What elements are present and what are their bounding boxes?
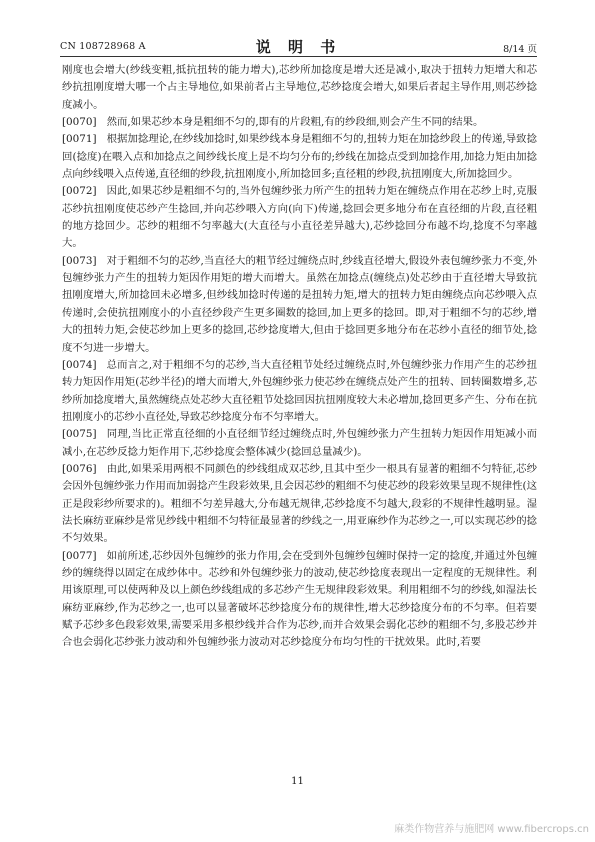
paragraph-number: [0076] — [62, 462, 97, 475]
paragraph — [62, 253, 537, 357]
paragraph-text: 总而言之,对于粗细不匀的芯纱,当大直径粗节处经过缠绕点时,外包缠纱张力作用产生的芯纱扭转力矩因作用矩(芯纱半径)的增大而增大,外包缠纱张力使芯纱在缠绕点处产生的扭转、回转圈数增多,芯纱所加捻度增大,虽然缠绕点处芯纱大直径粗节处捻回因抗扭刚度较大未必增加,捻回更多产生、分布在抗扭刚度小的芯纱小直径处,导致芯纱捻度分布不匀率增大。 — [62, 358, 537, 423]
paragraph-text: 对于粗细不匀的芯纱,当直径大的粗节经过缠绕点时,纱线直径增大,假设外表包缠纱张力不变,外包缠纱张力产生的扭转力矩因作用矩的增大而增大。虽然在加捻点(缠绕点)处芯纱由于直径增大导致抗扭刚度增大,所加捻回未必增多,但纱线加捻时传递的是扭转力矩,增大的扭转力矩由缠绕点向芯纱喂入点传递时,会使抗扭刚度小的小直径纱段产生更多圈数的捻回,加上更多的捻回。即,对于粗细不匀的芯纱,增大的扭转力矩,会使芯纱加上更多的捻回,芯纱捻度增大,但由于捻回更多地分布在芯纱小直径的细节处,捻度不匀进一步增大。 — [62, 254, 537, 354]
paragraph — [62, 183, 537, 252]
paragraph-text: 由此,如果采用两根不同颜色的纱线组成双芯纱,且其中至少一根具有显著的粗细不匀特征,芯纱会因外包缠纱张力作用而加弱捻产生段彩效果,且会因芯纱的粗细不匀使芯纱的段彩效果呈现不规律性(这正是段彩纱所要求的)。粗细不匀差异越大,分布越无规律,芯纱捻度不匀越大,段彩的不规律性越明显。湿法长麻纺亚麻纱是常见纱线中粗细不匀特征最显著的纱线之一,用亚麻纱作为芯纱之一,可以实现芯纱的捻不匀效果。 — [62, 462, 537, 545]
paragraph-text: 根据加捻理论,在纱线加捻时,如果纱线本身是粗细不匀的,扭转力矩在加捻纱段上的传递,导致捻回(捻度)在喂入点和加捻点之间纱线长度上是不均匀分布的;纱线在加捻点受到加捻作用,加捻力矩由加捻点向纱线喂入点传递,直径细的纱段,抗扭刚度小,所加捻回多;直径粗的纱段,抗扭刚度大,所加捻回少。 — [62, 133, 537, 181]
paragraph — [62, 548, 537, 652]
page-header — [60, 36, 537, 57]
paragraph-number: [0074] — [62, 358, 97, 371]
document-number: CN 108728968 A — [60, 41, 146, 52]
paragraph-continued — [62, 62, 537, 114]
paragraph-number: [0077] — [62, 549, 97, 562]
body-text — [62, 62, 537, 652]
paragraph — [62, 357, 537, 426]
paragraph-number: [0070] — [62, 116, 97, 129]
paragraph-text: 如前所述,芯纱因外包缠纱的张力作用,会在受到外包缠纱包缠时保持一定的捻度,并通过外包缠纱的缠绕得以固定在成纱体中。芯纱和外包缠纱张力的波动,使芯纱捻度表现出一定程度的无规律性。利用该原理,可以使两种及以上颜色纱线组成的多芯纱产生无规律段彩效果。利用粗细不匀的纱线,如湿法长麻纺亚麻纱,作为芯纱之一,也可以显著破坏芯纱捻度分布的规律性,增大芯纱捻度分布的不匀率。但若要赋予芯纱多色段彩效果,需要采用多根纱线并合作为芯纱,而并合效果会弱化芯纱的粗细不匀,多股芯纱并合也会弱化芯纱张力波动和外包缠纱张力波动对芯纱捻度分布均匀性的干扰效果。此时,若要 — [62, 549, 537, 649]
paragraph-number: [0071] — [62, 133, 97, 146]
paragraph-text: 刚度也会增大(纱线变粗,抵抗扭转的能力增大),芯纱所加捻度是增大还是减小,取决于扭转力矩增大和芯纱抗扭刚度增大哪一个占主导地位,如果前者占主导地位,芯纱捻度会增大,如果后者起主导作用,则芯纱捻度减小。 — [62, 64, 537, 111]
paragraph-number: [0072] — [62, 185, 97, 198]
paragraph — [62, 131, 537, 183]
paragraph — [62, 426, 537, 461]
paragraph-number: [0075] — [62, 428, 97, 441]
paragraph-text: 然而,如果芯纱本身是粗细不匀的,即有的片段粗,有的纱段细,则会产生不同的结果。 — [106, 116, 484, 129]
paragraph-text: 因此,如果芯纱是粗细不匀的,当外包缠纱张力所产生的扭转力矩在缠绕点作用在芯纱上时,克服芯纱抗扭刚度使芯纱产生捻回,并向芯纱喂入方向(向下)传递,捻回会更多地分布在直径细的片段,直径粗的地方捻回少。芯纱的粗细不匀率越大(大直径与小直径差异越大),芯纱捻回分布越不均,捻度不匀率越大。 — [62, 185, 537, 250]
paragraph-number: [0073] — [62, 254, 97, 267]
paragraph — [62, 461, 537, 548]
paragraph — [62, 114, 537, 131]
watermark: 麻类作物营养与施肥网 www.fibercrops.cn — [394, 824, 589, 835]
page-number: 11 — [291, 776, 304, 787]
document-title: 说 明 书 — [255, 38, 342, 56]
page-count: 8/14 页 — [503, 44, 537, 55]
paragraph-text: 同理,当比正常直径细的小直径细节经过缠绕点时,外包缠纱张力产生扭转力矩因作用矩减小而减小,在芯纱反捻力矩作用下,芯纱捻度会整体减少(捻回总量减少)。 — [62, 428, 537, 458]
